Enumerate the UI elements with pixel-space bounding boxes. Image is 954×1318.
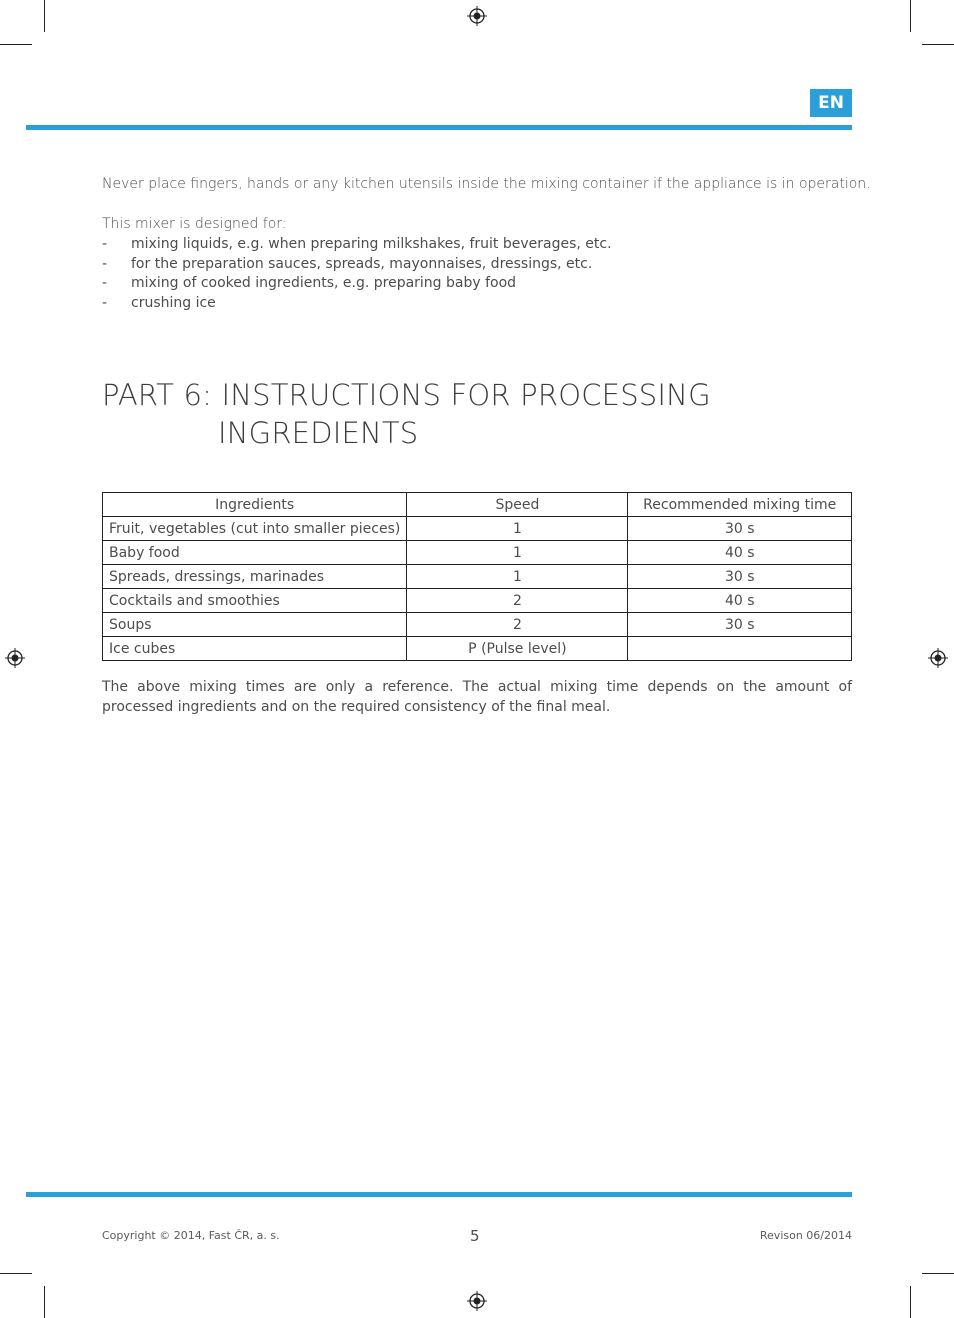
registration-mark-icon	[928, 648, 948, 668]
ingredient-cell: Fruit, vegetables (cut into smaller pieces)	[103, 517, 407, 541]
time-cell	[628, 637, 852, 661]
table-row	[103, 589, 852, 613]
registration-mark-icon	[467, 1291, 487, 1311]
time-cell: 30 s	[628, 613, 852, 637]
crop-mark	[0, 1273, 32, 1274]
reference-note: The above mixing times are only a reference. The actual mixing time depends on the amount of processed ingredients and on the required consistency of the final meal.	[102, 679, 852, 715]
ingredient-cell: Cocktails and smoothies	[103, 589, 407, 613]
section-heading-line2: INGREDIENTS	[218, 416, 419, 450]
table-header-row	[103, 493, 852, 517]
ingredient-cell: Soups	[103, 613, 407, 637]
footer-rule	[26, 1192, 852, 1197]
table-row	[103, 613, 852, 637]
time-cell: 40 s	[628, 589, 852, 613]
ingredient-cell: Spreads, dressings, marinades	[103, 565, 407, 589]
time-cell: 30 s	[628, 517, 852, 541]
registration-mark-icon	[5, 648, 25, 668]
registration-mark-icon	[467, 6, 487, 26]
list-item-text: mixing of cooked ingredients, e.g. preparing baby food	[131, 275, 517, 291]
language-badge: EN	[810, 89, 852, 117]
table-header-cell: Ingredients	[103, 493, 407, 517]
list-item-text: mixing liquids, e.g. when preparing milkshakes, fruit beverages, etc.	[131, 236, 612, 252]
page-number: 5	[470, 1227, 480, 1245]
crop-mark	[922, 44, 954, 45]
speed-cell: 2	[407, 589, 628, 613]
speed-cell: P (Pulse level)	[407, 637, 628, 661]
crop-mark	[910, 0, 911, 32]
mixing-table	[102, 492, 852, 661]
section-heading-line1: PART 6: INSTRUCTIONS FOR PROCESSING	[102, 378, 711, 412]
table-row	[103, 565, 852, 589]
copyright-text: Copyright © 2014, Fast ČR, a. s.	[102, 1229, 280, 1242]
crop-mark	[922, 1273, 954, 1274]
bullet-dash: -	[102, 236, 108, 252]
section-heading	[102, 376, 711, 452]
bullet-dash: -	[102, 295, 108, 311]
speed-cell: 1	[407, 517, 628, 541]
warning-text: Never place fingers, hands or any kitchen utensils inside the mixing container if the appliance is in operation.	[102, 176, 871, 192]
revision-text: Revison 06/2014	[759, 1229, 852, 1242]
bullet-dash: -	[102, 275, 108, 291]
crop-mark	[44, 1286, 45, 1318]
time-cell: 30 s	[628, 565, 852, 589]
bullet-dash: -	[102, 256, 108, 272]
header-rule	[26, 125, 852, 130]
crop-mark	[0, 44, 32, 45]
table-header-cell: Speed	[407, 493, 628, 517]
crop-mark	[44, 0, 45, 32]
crop-mark	[910, 1286, 911, 1318]
list-item-text: for the preparation sauces, spreads, mayonnaises, dressings, etc.	[131, 256, 593, 272]
ingredient-cell: Ice cubes	[103, 637, 407, 661]
time-cell: 40 s	[628, 541, 852, 565]
table-row	[103, 637, 852, 661]
table-header-cell: Recommended mixing time	[628, 493, 852, 517]
ingredient-cell: Baby food	[103, 541, 407, 565]
table-row	[103, 541, 852, 565]
speed-cell: 1	[407, 565, 628, 589]
speed-cell: 1	[407, 541, 628, 565]
designed-for-text: This mixer is designed for:	[102, 216, 287, 232]
speed-cell: 2	[407, 613, 628, 637]
list-item-text: crushing ice	[131, 295, 216, 311]
table-row	[103, 517, 852, 541]
